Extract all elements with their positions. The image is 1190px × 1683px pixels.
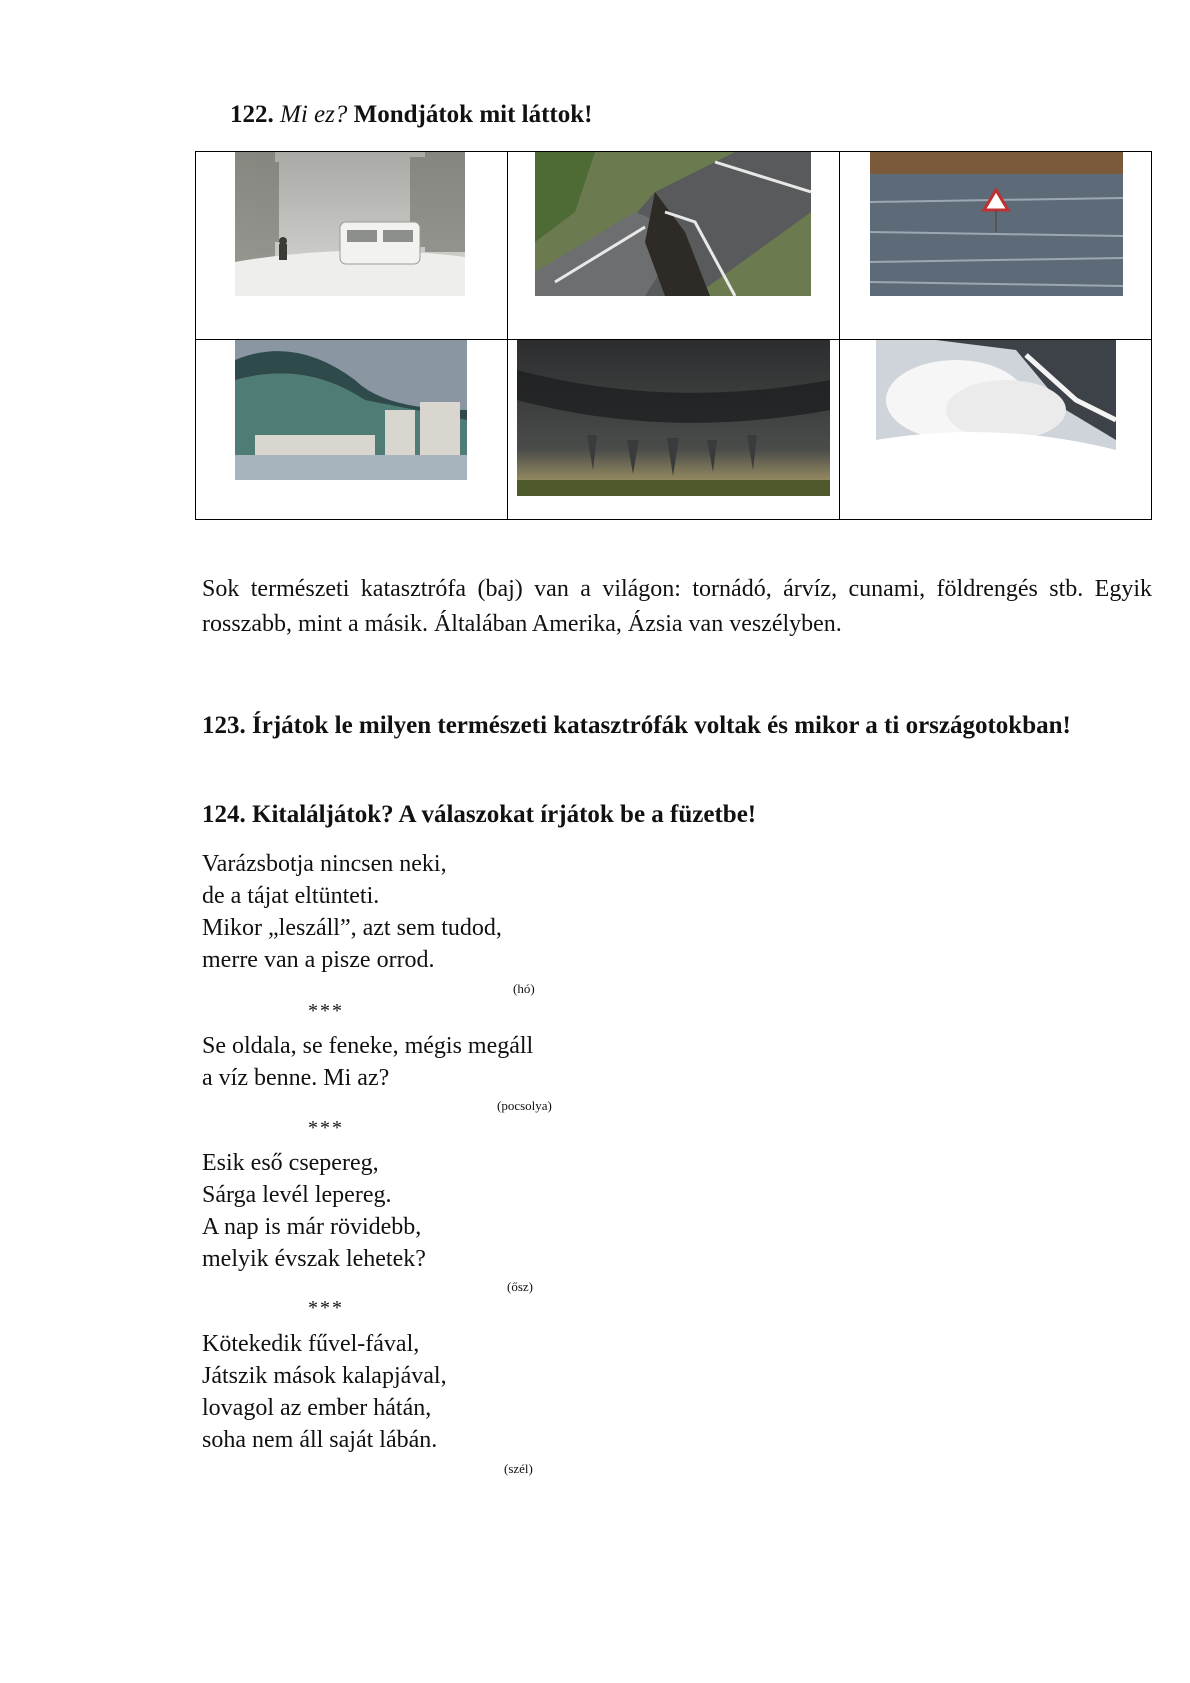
earthquake-road-icon	[535, 152, 811, 296]
intro-paragraph: Sok természeti katasztrófa (baj) van a világon: tornádó, árvíz, cunami, földrengés stb. Egyik rosszabb, mint a másik. Általában Amerika, Ázsia van veszélyben.	[202, 576, 1152, 637]
disaster-image-table	[195, 151, 1152, 520]
riddle-line: Kötekedik fűvel-fával,	[202, 1331, 420, 1357]
riddle-line: merre van a pisze orrod.	[202, 947, 435, 973]
separator-stars: ***	[308, 1000, 344, 1022]
image-cell	[196, 152, 508, 340]
exercise-task: Mondjátok mit láttok!	[353, 101, 593, 128]
exercise-124: 124. Kitaláljátok? A válaszokat írjátok be a füzetbe!	[202, 801, 757, 828]
riddle-4	[202, 1328, 447, 1456]
tornado-icon	[517, 340, 830, 496]
exercise-123: 123. Írjátok le milyen természeti katasztrófák voltak és mikor a ti országotokban!	[202, 712, 1071, 739]
riddle-line: a víz benne. Mi az?	[202, 1065, 390, 1091]
image-cell	[196, 340, 508, 520]
riddle-answer: (ősz)	[507, 1279, 533, 1294]
separator-stars: ***	[308, 1117, 344, 1139]
exercise-number: 122.	[230, 101, 274, 128]
riddle-answer: (hó)	[513, 981, 535, 996]
riddle-3	[202, 1147, 426, 1275]
riddle-line: lovagol az ember hátán,	[202, 1395, 432, 1421]
riddle-line: Játszik mások kalapjával,	[202, 1363, 447, 1389]
riddle-2	[202, 1030, 533, 1094]
image-cell	[840, 152, 1152, 340]
flood-icon	[870, 152, 1123, 296]
blizzard-bus-icon	[235, 152, 465, 296]
exercise-122-heading	[230, 98, 593, 132]
image-cell	[508, 340, 840, 520]
riddle-line: de a tájat eltünteti.	[202, 883, 380, 909]
riddle-answer: (szél)	[504, 1461, 533, 1476]
image-cell	[840, 340, 1152, 520]
exercise-question: Mi ez?	[280, 101, 348, 128]
riddle-line: Mikor „leszáll”, azt sem tudod,	[202, 915, 502, 941]
riddle-line: A nap is már rövidebb,	[202, 1214, 422, 1240]
riddle-1	[202, 848, 502, 976]
riddle-line: Se oldala, se feneke, mégis megáll	[202, 1033, 534, 1059]
image-cell	[508, 152, 840, 340]
tsunami-icon	[235, 340, 467, 480]
riddle-line: soha nem áll saját lábán.	[202, 1427, 438, 1453]
separator-stars: ***	[308, 1297, 344, 1319]
riddle-line: Sárga levél lepereg.	[202, 1182, 392, 1208]
riddle-line: melyik évszak lehetek?	[202, 1246, 426, 1272]
riddle-answer: (pocsolya)	[497, 1098, 552, 1113]
avalanche-icon	[876, 340, 1116, 473]
riddle-line: Esik eső csepereg,	[202, 1150, 379, 1176]
riddle-line: Varázsbotja nincsen neki,	[202, 851, 447, 877]
